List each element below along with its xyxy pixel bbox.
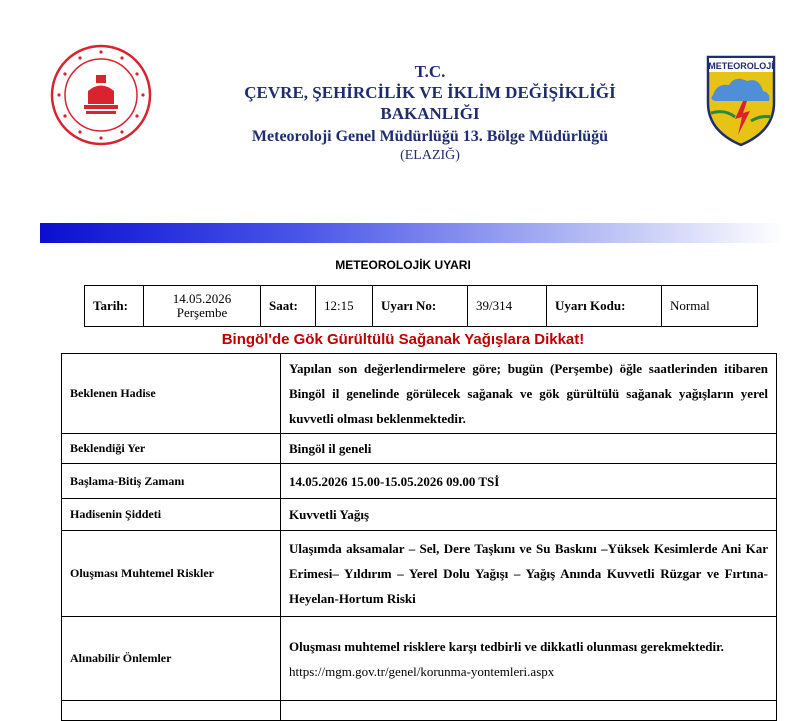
table-row <box>62 464 777 499</box>
row-label-expected-event: Beklenen Hadise <box>62 354 281 434</box>
table-row <box>62 701 777 721</box>
time-label: Saat: <box>261 286 316 327</box>
document-title: METEOROLOJİK UYARI <box>335 258 471 272</box>
row-label-severity: Hadisenin Şiddeti <box>62 499 281 531</box>
met-logo-text: METEOROLOJİ <box>708 61 774 71</box>
table-row <box>62 354 777 434</box>
date-cell <box>144 286 261 327</box>
row-value-risks: Ulaşımda aksamalar – Sel, Dere Taşkını ve Su Baskını –Yüksek Kesimlerde Ani Kar Erimesi– Yıldırım – Yerel Dolu Yağışı – Yağış Anında Kuvvetli Rüzgar ve Fırtına- Heyelan-Hortum Riski <box>281 531 777 617</box>
date-value: 14.05.2026 <box>172 291 232 306</box>
row-value-empty <box>281 701 777 721</box>
header-tc: T.C. <box>414 62 446 81</box>
header-gradient-band <box>40 223 784 243</box>
department-city: (ELAZIĞ) <box>400 148 460 163</box>
row-value-location: Bingöl il geneli <box>281 434 777 464</box>
row-value-expected-event: Yapılan son değerlendirmelere göre; bugün (Perşembe) öğle saatlerinden itibaren Bingöl il genelinde görülecek sağanak ve gök gürültülü sağanak yağışların yerel kuvvetli olması beklenmektedir. <box>281 354 777 434</box>
row-value-time-range: 14.05.2026 15.00-15.05.2026 09.00 TSİ <box>281 464 777 499</box>
row-label-location: Beklendiği Yer <box>62 434 281 464</box>
time-value: 12:15 <box>316 286 373 327</box>
date-label: Tarih: <box>85 286 144 327</box>
ministry-name-line2: BAKANLIĞI <box>380 104 480 123</box>
warning-code-value: Normal <box>662 286 758 327</box>
warning-no-label: Uyarı No: <box>373 286 468 327</box>
table-row <box>62 531 777 617</box>
row-label-empty <box>62 701 281 721</box>
table-row <box>62 434 777 464</box>
department-name: Meteoroloji Genel Müdürlüğü 13. Bölge Müdürlüğü <box>251 128 609 145</box>
row-label-time-range: Başlama-Bitiş Zamanı <box>62 464 281 499</box>
table-row <box>62 499 777 531</box>
ministry-seal-logo <box>50 44 152 146</box>
warning-no-value: 39/314 <box>468 286 547 327</box>
table-row <box>62 617 777 701</box>
row-value-precautions <box>281 617 777 701</box>
precautions-link[interactable]: https://mgm.gov.tr/genel/korunma-yontemleri.aspx <box>289 663 555 679</box>
meteoroloji-logo <box>705 55 777 147</box>
day-value: Perşembe <box>176 305 228 320</box>
row-label-risks: Oluşması Muhtemel Riskler <box>62 531 281 617</box>
precautions-text: Oluşması muhtemel risklere karşı tedbirli ve dikkatli olunması gerekmektedir. <box>289 638 724 654</box>
warning-details-table <box>61 353 777 721</box>
warning-headline: Bingöl'de Gök Gürültülü Sağanak Yağışlara Dikkat! <box>221 331 585 348</box>
warning-info-table <box>84 285 758 327</box>
ministry-name-line1: ÇEVRE, ŞEHİRCİLİK VE İKLİM DEĞİŞİKLİĞİ <box>244 83 616 102</box>
warning-code-label: Uyarı Kodu: <box>547 286 662 327</box>
row-value-severity: Kuvvetli Yağış <box>281 499 777 531</box>
row-label-precautions: Alınabilir Önlemler <box>62 617 281 701</box>
letterhead <box>160 62 700 164</box>
